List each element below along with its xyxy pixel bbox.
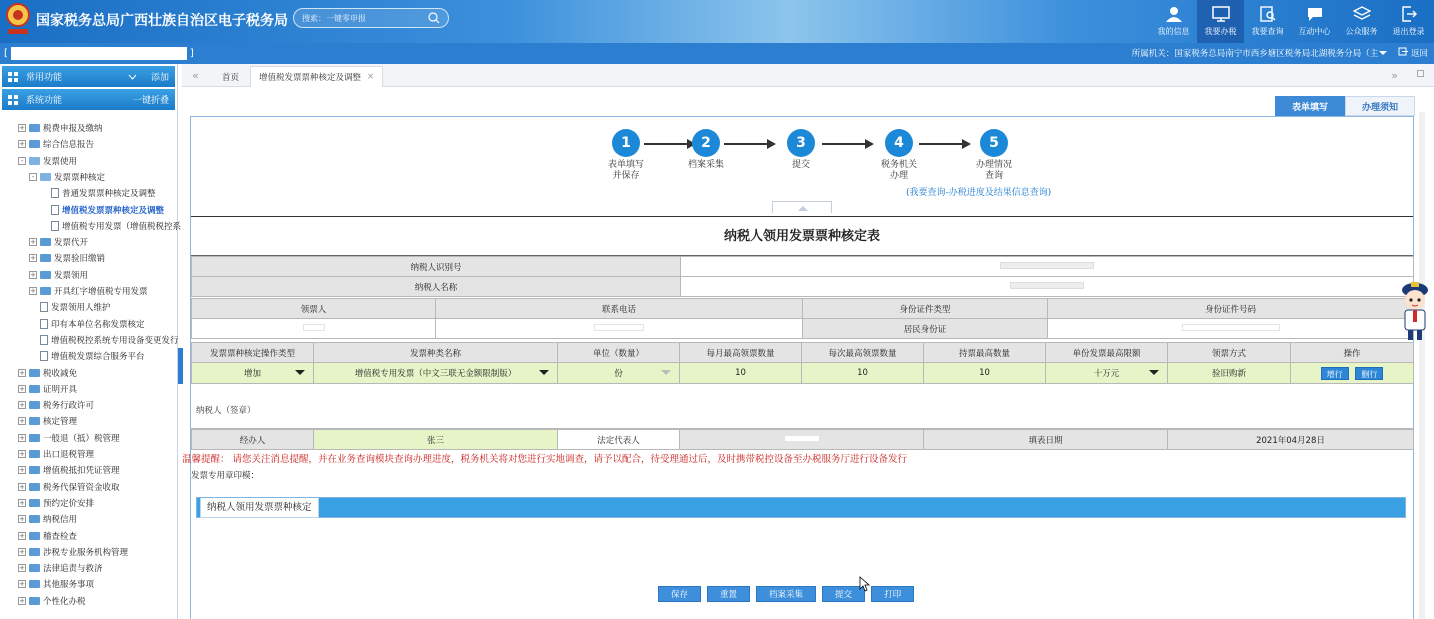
- save-button[interactable]: 保存: [658, 586, 701, 602]
- sidebar-item[interactable]: [0, 136, 94, 152]
- column-header: 发票种类名称: [314, 343, 558, 363]
- sidebar-item[interactable]: [0, 316, 145, 332]
- sidebar-item[interactable]: [0, 202, 164, 218]
- column-header: 每次最高领票数量: [802, 343, 924, 363]
- sidebar-item[interactable]: [0, 218, 181, 234]
- dropdown-caret-icon: [1149, 370, 1159, 375]
- top-nav: [1150, 0, 1432, 43]
- collapse-all-button[interactable]: 一键折叠: [132, 96, 169, 106]
- method-value[interactable]: 验旧购新: [1168, 363, 1291, 384]
- op-type-select[interactable]: [192, 363, 314, 384]
- redacted-value: [784, 435, 820, 442]
- collapse-icon[interactable]: -: [29, 173, 37, 181]
- folder-icon: [29, 499, 40, 507]
- folder-icon: [29, 580, 40, 588]
- redacted-user-name: [11, 47, 187, 60]
- sidebar-item-label: 增值税发票综合服务平台: [51, 352, 145, 363]
- step-label: 提交: [791, 160, 810, 170]
- nav-interaction[interactable]: [1291, 0, 1338, 43]
- column-header: 身份证件类型: [803, 299, 1048, 319]
- return-label: 返回: [1410, 49, 1428, 59]
- redacted-value: [1000, 262, 1094, 269]
- step-2: [666, 129, 746, 171]
- collapse-steps-toggle[interactable]: [772, 201, 832, 213]
- sidebar-item[interactable]: [0, 267, 88, 283]
- step-label: 表单填写 并保存: [607, 160, 644, 181]
- collapse-icon[interactable]: -: [18, 157, 26, 165]
- legal-rep-value: [680, 430, 924, 450]
- folder-icon: [40, 238, 51, 246]
- folder-open-icon: [29, 157, 40, 165]
- sidebar-item-label: 发票领用: [54, 270, 89, 281]
- site-title: 国家税务总局广西壮族自治区电子税务局: [36, 13, 288, 29]
- nav-my-info[interactable]: [1150, 0, 1197, 43]
- bracket-right: ]: [189, 47, 194, 59]
- sidebar-item-label: 一般退（抵）税管理: [43, 433, 120, 444]
- step-1: [586, 129, 666, 182]
- print-button[interactable]: 打印: [871, 586, 914, 602]
- expand-icon[interactable]: +: [19, 564, 25, 573]
- redacted-value: [1010, 282, 1084, 289]
- step-label: 税务机关 办理: [880, 160, 917, 181]
- step-3: [761, 129, 841, 171]
- sidebar-item-label: 纳税信用: [43, 515, 78, 526]
- sidebar-item-label: 税收减免: [43, 368, 78, 379]
- sidebar-item-label: 发票代开: [54, 238, 89, 249]
- limit-select[interactable]: [1046, 363, 1168, 384]
- sidebar-item[interactable]: [0, 299, 111, 315]
- taxpayer-id-value: [681, 257, 1414, 277]
- sidebar-item-label: 开具红字增值税专用发票: [54, 287, 148, 297]
- nav-label: 我要办税: [1204, 27, 1237, 36]
- sidebar-item-label: 印有本单位名称发票核定: [51, 319, 145, 330]
- sidebar-item-label: 普通发票票种核定及调整: [62, 189, 156, 200]
- folder-icon: [29, 483, 40, 491]
- main-panel: [188, 94, 1415, 619]
- sidebar-item[interactable]: [0, 365, 77, 381]
- person-icon: [1165, 6, 1183, 22]
- expand-icon[interactable]: +: [30, 238, 36, 247]
- system-functions-header[interactable]: [2, 89, 175, 110]
- sidebar-item[interactable]: [0, 413, 77, 429]
- sidebar-item-label: 发票使用: [43, 156, 78, 167]
- nav-label: 我要查询: [1251, 27, 1284, 36]
- search-box[interactable]: [293, 8, 449, 28]
- phone-field[interactable]: [436, 319, 803, 339]
- expand-icon[interactable]: +: [30, 254, 36, 263]
- sidebar-item[interactable]: [0, 528, 77, 544]
- nav-label: 我的信息: [1157, 27, 1190, 36]
- sidebar-item-label: 税费申报及缴纳: [43, 124, 103, 134]
- sidebar-item-label: 税务行政许可: [43, 401, 95, 412]
- search-document-icon: [1259, 6, 1277, 22]
- expand-icon[interactable]: +: [19, 401, 25, 410]
- archive-collect-button[interactable]: 档案采集: [756, 586, 816, 602]
- step-label: 档案采集: [687, 160, 724, 170]
- step-label: 办理情况 查询: [975, 160, 1012, 181]
- folder-icon: [29, 532, 40, 540]
- column-header: 持票最高数量: [924, 343, 1046, 363]
- sidebar-item-label: 法律追责与救济: [43, 564, 103, 575]
- sidebar-item-label: 其他服务事项: [43, 580, 95, 591]
- return-button[interactable]: [1398, 47, 1428, 59]
- redacted-value: [303, 324, 325, 331]
- expand-icon[interactable]: +: [19, 515, 25, 524]
- sign-label: 纳税人（签章）: [196, 406, 256, 416]
- expand-icon[interactable]: +: [19, 450, 25, 458]
- folder-open-icon: [40, 173, 51, 181]
- column-header: 领票方式: [1168, 343, 1291, 363]
- tab-scroll-left-button[interactable]: «: [192, 69, 199, 82]
- document-icon: [51, 221, 59, 231]
- sidebar-item[interactable]: [0, 169, 105, 185]
- sidebar-item[interactable]: [0, 576, 94, 592]
- nav-label: 公众服务: [1345, 27, 1378, 36]
- folder-icon: [29, 140, 40, 148]
- unit-select[interactable]: [558, 363, 680, 384]
- sidebar-item-label: 证明开具: [43, 384, 78, 395]
- document-icon: [40, 302, 48, 312]
- sidebar-item-label: 涉税专业服务机构管理: [43, 547, 129, 558]
- dropdown-caret-icon: [295, 370, 305, 375]
- sidebar-item[interactable]: [0, 283, 148, 299]
- taxpayer-sign-row: [191, 386, 1413, 429]
- nav-query[interactable]: [1244, 0, 1291, 43]
- invoice-type-select[interactable]: [314, 363, 558, 384]
- document-icon: [51, 188, 59, 198]
- holder-table: [191, 298, 1414, 339]
- sidebar-item[interactable]: [0, 544, 128, 560]
- id-number-field[interactable]: [1048, 319, 1414, 339]
- nav-logout[interactable]: [1385, 0, 1432, 43]
- redacted-value: [594, 324, 644, 331]
- table-header-row: [192, 343, 1414, 363]
- holding-max-input[interactable]: 10: [924, 363, 1046, 384]
- sidebar-item-label: 增值税发票票种核定及调整: [62, 205, 165, 216]
- org-line: [1132, 47, 1428, 59]
- taxpayer-table: [191, 256, 1414, 297]
- column-header: 单份发票最高限额: [1046, 343, 1168, 363]
- tab-scroll-right-button[interactable]: »: [1391, 69, 1398, 82]
- id-type-value[interactable]: 居民身份证: [803, 319, 1048, 339]
- chevron-down-icon[interactable]: [128, 74, 137, 80]
- table-row: [192, 430, 1414, 450]
- sidebar-item[interactable]: [0, 348, 145, 364]
- per-time-max-input[interactable]: 10: [802, 363, 924, 384]
- expand-icon[interactable]: +: [19, 547, 25, 556]
- query-progress-link[interactable]: (我要查询-办税进度及结果信息查询): [906, 188, 1052, 198]
- sidebar-item-label: 发票验旧缴销: [54, 254, 106, 265]
- step-5: [954, 129, 1034, 182]
- expand-icon[interactable]: +: [19, 482, 25, 491]
- folder-icon: [29, 515, 40, 523]
- nav-tax-handling[interactable]: [1197, 0, 1244, 43]
- sidebar-item-label: 综合信息报告: [43, 140, 95, 151]
- mouse-cursor-icon: [859, 576, 871, 592]
- folder-icon: [40, 254, 51, 262]
- top-header: [0, 0, 1434, 43]
- dropdown-caret-icon: [661, 370, 671, 375]
- sidebar-item[interactable]: [0, 495, 94, 511]
- column-header: 联系电话: [436, 299, 803, 319]
- sidebar-item-label: 预约定价安排: [43, 498, 95, 509]
- nav-public-service[interactable]: [1338, 0, 1385, 43]
- folder-icon: [40, 271, 51, 279]
- logout-icon: [1400, 6, 1418, 22]
- sidebar-item[interactable]: [0, 250, 105, 266]
- invoice-type-value: 增值税专用发票（中文三联无金额限制版）: [354, 369, 517, 379]
- sidebar-item[interactable]: [0, 185, 156, 201]
- system-functions-label: 系统功能: [26, 96, 63, 106]
- taxpayer-name-value: [681, 277, 1414, 297]
- sidebar-item[interactable]: [0, 560, 103, 576]
- expand-icon[interactable]: +: [19, 384, 25, 393]
- submit-button[interactable]: 提交: [822, 586, 865, 602]
- sidebar-item-label: 个性化办税: [43, 596, 86, 607]
- tab-vat-invoice-verification[interactable]: [250, 66, 383, 87]
- sidebar-item-label: 稽查检查: [43, 531, 78, 542]
- info-bar: [0, 43, 1434, 64]
- invoice-table: [191, 342, 1414, 384]
- chevron-down-icon[interactable]: [1378, 49, 1388, 57]
- column-header: 每月最高领票数量: [680, 343, 802, 363]
- sidebar-item-label: 增值税专用发票（增值税税控系: [62, 221, 182, 232]
- expand-icon[interactable]: +: [19, 498, 25, 507]
- tab-home[interactable]: [214, 66, 247, 87]
- return-icon: [1398, 47, 1408, 56]
- expand-icon[interactable]: +: [30, 287, 36, 295]
- subtab-invoice-verification[interactable]: 纳税人领用发票票种核定: [200, 498, 319, 518]
- sidebar-item[interactable]: [0, 381, 77, 397]
- org-value: 国家税务总局南宁市西乡塘区税务局北湖税务分局（主: [1174, 49, 1379, 59]
- common-functions-label: 常用功能: [26, 73, 63, 83]
- assistant-mascot-icon[interactable]: [1397, 276, 1434, 342]
- grid-icon: [8, 72, 18, 82]
- op-type-value: 增加: [243, 369, 261, 379]
- sidebar-item-label: 增值税抵扣凭证管理: [43, 466, 120, 477]
- chat-icon: [1306, 6, 1324, 22]
- folder-icon: [29, 466, 40, 474]
- tab-form-fill[interactable]: 表单填写: [1275, 96, 1345, 116]
- folder-icon: [29, 434, 40, 442]
- row-actions: [1291, 363, 1414, 384]
- user-field: [4, 45, 194, 61]
- folder-icon: [29, 401, 40, 409]
- search-icon[interactable]: [428, 12, 440, 24]
- sidebar: [0, 64, 182, 619]
- monitor-icon: [1212, 6, 1230, 22]
- expand-icon[interactable]: +: [19, 466, 25, 475]
- folder-icon: [29, 417, 40, 425]
- sidebar-item[interactable]: [0, 332, 179, 348]
- subtab-bar: [196, 497, 1406, 518]
- action-buttons: [658, 586, 920, 602]
- sidebar-item[interactable]: [0, 397, 94, 413]
- expand-icon[interactable]: +: [19, 580, 25, 589]
- folder-icon: [29, 385, 40, 393]
- holder-name-field[interactable]: [192, 319, 436, 339]
- layers-icon: [1353, 6, 1371, 22]
- sidebar-item[interactable]: [0, 446, 94, 462]
- form-tabs: [1275, 96, 1415, 116]
- vertical-scrollbar[interactable]: [1419, 112, 1425, 619]
- sidebar-collapse-handle[interactable]: [178, 348, 183, 384]
- org-label: 所属机关：: [1131, 49, 1175, 59]
- folder-icon: [29, 597, 40, 605]
- taxpayer-name-label: 纳税人名称: [192, 277, 681, 297]
- sidebar-item[interactable]: [0, 430, 120, 446]
- step-number: 3: [787, 129, 815, 157]
- maximize-icon[interactable]: [1417, 70, 1424, 77]
- bracket-left: [: [4, 47, 8, 59]
- search-input[interactable]: [302, 12, 422, 24]
- tax-emblem-icon: [4, 2, 32, 36]
- tab-active-label: 增值税发票票种核定及调整: [259, 73, 362, 83]
- document-icon: [40, 351, 48, 361]
- fill-date-label: 填表日期: [924, 430, 1168, 450]
- tab-home-label: 首页: [222, 72, 240, 83]
- delete-row-button[interactable]: 删行: [1355, 367, 1383, 380]
- sidebar-item[interactable]: [0, 153, 77, 169]
- tab-handling-notes[interactable]: 办理须知: [1345, 96, 1415, 116]
- column-header: 单位（数量）: [558, 343, 680, 363]
- handler-table: [191, 429, 1414, 450]
- step-4: [859, 129, 939, 182]
- unit-value: 份: [614, 369, 623, 379]
- step-number: 5: [980, 129, 1008, 157]
- nav-label: 互动中心: [1298, 27, 1331, 36]
- sidebar-item[interactable]: [0, 593, 86, 609]
- expand-icon[interactable]: +: [30, 270, 36, 279]
- sidebar-item-label: 发票领用人维护: [51, 303, 111, 314]
- sidebar-item[interactable]: [0, 234, 88, 250]
- table-row: [192, 277, 1414, 297]
- expand-icon[interactable]: +: [19, 433, 25, 442]
- sidebar-item-label: 出口退税管理: [43, 450, 95, 460]
- table-row: [192, 363, 1414, 384]
- document-icon: [40, 335, 48, 345]
- document-icon: [51, 205, 59, 215]
- folder-icon: [29, 369, 40, 377]
- folder-icon: [40, 287, 51, 295]
- taxpayer-id-label: 纳税人识别号: [192, 257, 681, 277]
- add-function-button[interactable]: 添加: [150, 73, 169, 83]
- redacted-value: [1182, 324, 1280, 331]
- table-row: [192, 319, 1414, 339]
- sidebar-item[interactable]: [0, 479, 120, 495]
- dropdown-caret-icon: [539, 370, 549, 375]
- grid-icon: [8, 95, 18, 105]
- handler-label: 经办人: [192, 430, 314, 450]
- sidebar-item[interactable]: [0, 462, 120, 478]
- stamp-label: 发票专用章印模：: [191, 471, 260, 481]
- common-functions-header[interactable]: [2, 66, 175, 87]
- form-title: 纳税人领用发票票种核定表: [191, 216, 1413, 256]
- table-header-row: [192, 299, 1414, 319]
- folder-icon: [29, 548, 40, 556]
- step-number: 4: [885, 129, 913, 157]
- table-row: [192, 257, 1414, 277]
- expand-icon[interactable]: +: [19, 124, 25, 132]
- folder-icon: [29, 564, 40, 572]
- reminder-notice: 温馨提醒： 请您关注消息提醒，并在业务查询模块查询办理进度，税务机关将对您进行实地调查，请予以配合，待受理通过后，及时携带税控设备至办税服务厅进行设备发行: [182, 454, 908, 465]
- expand-icon[interactable]: +: [19, 140, 25, 149]
- step-number: 1: [612, 129, 640, 157]
- folder-icon: [29, 124, 40, 132]
- close-icon[interactable]: ×: [367, 72, 375, 82]
- sidebar-item-label: 增值税税控系统专用设备变更发行: [51, 335, 179, 346]
- expand-icon[interactable]: +: [19, 531, 25, 540]
- column-header: 操作: [1291, 343, 1414, 363]
- sidebar-item-label: 税务代保管资金收取: [43, 482, 120, 493]
- limit-value: 十万元: [1093, 369, 1120, 379]
- step-number: 2: [692, 129, 720, 157]
- document-icon: [40, 319, 48, 329]
- add-row-button[interactable]: 增行: [1321, 367, 1349, 380]
- tab-bar: [182, 64, 1434, 87]
- nav-label: 退出登录: [1392, 27, 1425, 36]
- column-header: 领票人: [192, 299, 436, 319]
- form-content: [190, 116, 1414, 619]
- expand-icon[interactable]: +: [19, 596, 25, 605]
- sidebar-item[interactable]: [0, 511, 77, 527]
- column-header: 身份证件号码: [1048, 299, 1414, 319]
- fill-date-value: 2021年04月28日: [1168, 430, 1414, 450]
- sidebar-item[interactable]: [0, 120, 103, 136]
- handler-input[interactable]: 张三: [314, 430, 558, 450]
- sidebar-item-label: 核定管理: [43, 417, 78, 428]
- expand-icon[interactable]: +: [19, 417, 25, 426]
- expand-icon[interactable]: +: [19, 368, 25, 377]
- folder-icon: [29, 450, 40, 458]
- monthly-max-input[interactable]: 10: [680, 363, 802, 384]
- reset-button[interactable]: 重置: [707, 586, 750, 602]
- sidebar-item-label: 发票票种核定: [54, 172, 106, 183]
- process-steps: [586, 129, 1052, 205]
- legal-rep-label: 法定代表人: [558, 430, 680, 450]
- column-header: 发票票种核定操作类型: [192, 343, 314, 363]
